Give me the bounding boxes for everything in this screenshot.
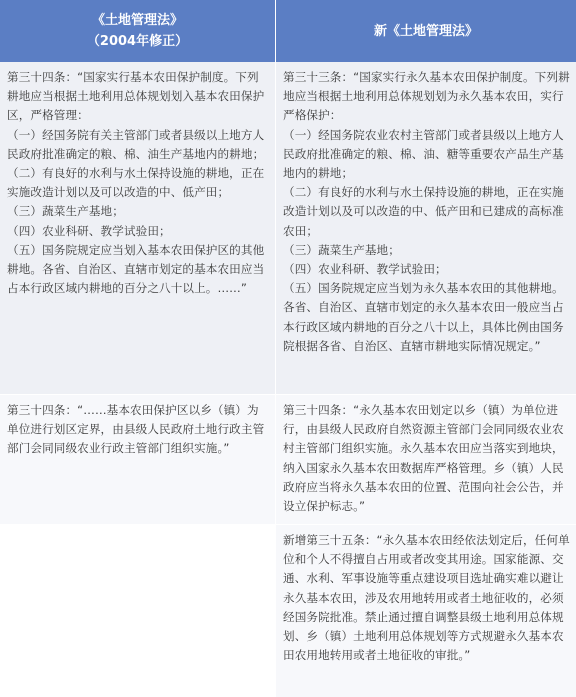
row1-old-cell (0, 62, 276, 394)
header-new-law-title: 新《土地管理法》 (373, 23, 478, 39)
row3-new-para: 新增第三十五条：“永久基本农田经依法划定后，任何单位和个人不得擅自占用或者改变其用途。国家能源、交通、水利、军事设施等重点建设项目选址确实难以避让永久基本农田，涉及农用地转用或者土地征收的，必须经国务院批准。禁止通过擅自调整县级土地利用总体规划、乡（镇）土地利用总体规划等方式规避永久基本农田农用地转用或者土地征收的审批。” (283, 533, 570, 663)
row3-new-cell (276, 524, 576, 697)
row2-new-para: 第三十四条：“永久基本农田划定以乡（镇）为单位进行，由县级人民政府自然资源主管部门会同同级农业农村主管部门组织实施。永久基本农田应当落实到地块，纳入国家永久基本农田数据库严格管理。乡（镇）人民政府应当将永久基本农田的位置、范围向社会公告，并设立保护标志。” (283, 403, 564, 514)
row1-old-para: （一）经国务院有关主管部门或者县级以上地方人民政府批准确定的粮、棉、油生产基地内的耕地； (7, 127, 265, 161)
row2-old-cell (0, 394, 276, 524)
row2-new-cell (276, 394, 576, 524)
row1-new-para: （二）有良好的水利与水土保持设施的耕地，正在实施改造计划以及可以改造的中、低产田和已建成的高标准农田； (283, 185, 564, 238)
row1-old-para: （二）有良好的水利与水土保持设施的耕地，正在实施改造计划以及可以改造的中、低产田； (7, 166, 265, 200)
header-old-law-title: 《土地管理法》 (91, 13, 183, 28)
row1-new-para: （三）蔬菜生产基地； (283, 242, 400, 257)
row1-new-cell (276, 62, 576, 394)
row1-old-para: （五）国务院规定应当划入基本农田保护区的其他耕地。各省、自治区、直辖市划定的基本农田应当占本行政区域内耕地的百分之八十以上。……” (7, 242, 265, 296)
header-new-law (276, 0, 576, 62)
row1-new-para: （一）经国务院农业农村主管部门或者县级以上地方人民政府批准确定的粮、棉、油、糖等重要农产品生产基地内的耕地； (283, 127, 564, 181)
header-old-law (0, 0, 276, 62)
row1-new-para: 第三十三条：“国家实行永久基本农田保护制度。下列耕地应当根据土地利用总体规划划为永久基本农田，实行严格保护： (283, 70, 570, 123)
row1-old-para: （三）蔬菜生产基地； (7, 204, 124, 219)
row1-old-para: 第三十四条：“国家实行基本农田保护制度。下列耕地应当根据土地利用总体规划划入基本农田保护区，严格管理： (7, 70, 265, 123)
row1-new-para: （五）国务院规定应当划为永久基本农田的其他耕地。各省、自治区、直辖市划定的永久基本农田一般应当占本行政区域内耕地的百分之八十以上，具体比例由国务院根据各省、自治区、直辖市耕地实际情况规定。” (283, 281, 564, 353)
row1-old-para: （四）农业科研、教学试验田； (7, 223, 171, 238)
row2-old-para: 第三十四条：“……基本农田保护区以乡（镇）为单位进行划区定界，由县级人民政府土地行政主管部门会同同级农业行政主管部门组织实施。” (7, 403, 265, 456)
header-old-law-version: （2004年修正） (86, 34, 189, 49)
row1-new-para: （四）农业科研、教学试验田； (283, 262, 447, 277)
row3-old-cell-empty (0, 524, 276, 697)
